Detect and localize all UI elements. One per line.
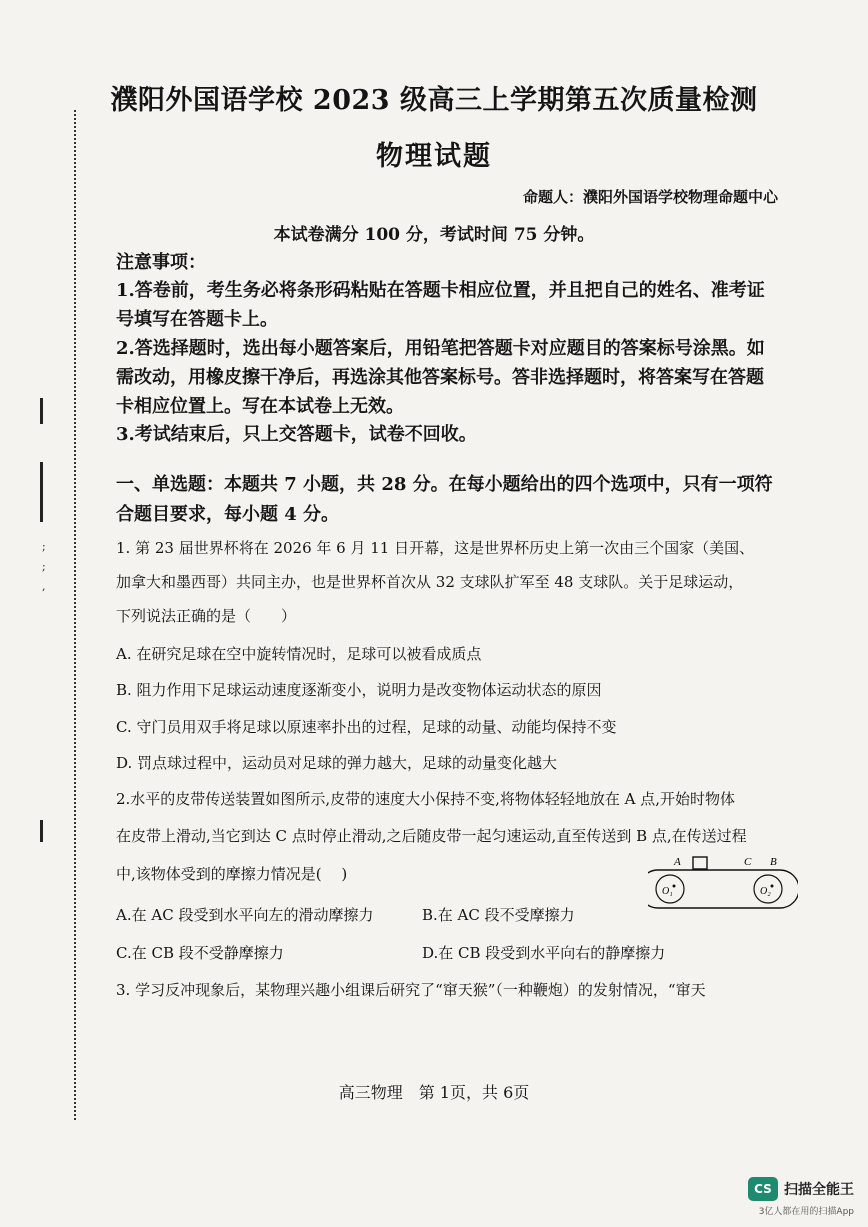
label-b: B — [770, 856, 777, 868]
pulley-o2-center — [771, 885, 774, 888]
note-item — [116, 420, 788, 449]
scanner-app-name: 扫描全能王 — [784, 1182, 854, 1198]
label-a: A — [674, 856, 681, 868]
notes-title: 注意事项： — [116, 252, 206, 273]
q1-stem-line: 加拿大和墨西哥）共同主办，也是世界杯首次从 32 支球队扩军至 48 支球队。关于足球运动， — [116, 573, 744, 591]
note-line: 3.考试结束后，只上交答题卡，试卷不回收。 — [116, 424, 477, 445]
label-o1: O₁ — [662, 886, 673, 897]
scanner-watermark — [748, 1177, 854, 1201]
label-o2: O₂ — [760, 886, 771, 897]
q2-option-d: D.在 CB 段受到水平向右的静摩擦力 — [422, 944, 666, 962]
label-c: C — [744, 856, 752, 868]
exam-author: 命题人：濮阳外国语学校物理命题中心 — [522, 188, 778, 206]
pulley-o1-center — [673, 885, 676, 888]
binding-glyph: , — [42, 580, 46, 593]
q1-option-a: A. 在研究足球在空中旋转情况时，足球可以被看成质点 — [116, 645, 482, 663]
binding-glyph: ; — [42, 560, 46, 573]
binding-mark — [40, 462, 43, 522]
score-info: 本试卷满分 100 分，考试时间 75 分钟。 — [273, 225, 595, 245]
q2-option-c: C.在 CB 段不受静摩擦力 — [116, 944, 284, 962]
note-line: 需改动，用橡皮擦干净后，再选涂其他答案标号。答非选择题时，将答案写在答题 — [116, 367, 764, 388]
note-item — [116, 334, 788, 421]
note-line: 1.答卷前，考生务必将条形码粘贴在答题卡相应位置，并且把自己的姓名、准考证 — [116, 280, 765, 301]
note-line: 卡相应位置上。写在本试卷上无效。 — [116, 396, 404, 417]
note-line: 2.答选择题时，选出每小题答案后，用铅笔把答题卡对应题目的答案标号涂黑。如 — [116, 338, 765, 359]
page-footer: 高三物理 第 1页，共 6页 — [338, 1083, 530, 1102]
binding-glyph: ; — [42, 540, 46, 553]
q1-stem-line: 下列说法正确的是（ ） — [116, 607, 297, 625]
q1-stem-line: 1. 第 23 届世界杯将在 2026 年 6 月 11 日开幕，这是世界杯历史上第一次由三个国家（美国、 — [116, 539, 755, 557]
q2-option-a: A.在 AC 段受到水平向左的滑动摩擦力 — [116, 906, 374, 924]
belt-right-curve — [780, 870, 798, 908]
cs-logo-icon: CS — [748, 1177, 778, 1201]
binding-dotted-line — [74, 110, 76, 1120]
q2-stem-line: 中,该物体受到的摩擦力情况是( ) — [116, 865, 348, 883]
exam-subtitle: 物理试题 — [376, 141, 492, 172]
q2-stem-line: 在皮带上滑动,当它到达 C 点时停止滑动,之后随皮带一起匀速运动,直至传送到 B 点,在传送过程 — [116, 827, 747, 845]
exam-title: 濮阳外国语学校 2023 级高三上学期第五次质量检测 — [110, 85, 758, 116]
section-heading — [116, 470, 788, 530]
belt-object-box — [693, 857, 707, 869]
q1-option-d: D. 罚点球过程中，运动员对足球的弹力越大，足球的动量变化越大 — [116, 754, 558, 772]
q3-stem-line: 3. 学习反冲现象后，某物理兴趣小组课后研究了“窜天猴”（一种鞭炮）的发射情况，“窜天 — [116, 981, 706, 999]
q1-option-c: C. 守门员用双手将足球以原速率扑出的过程，足球的动量、动能均保持不变 — [116, 718, 617, 736]
section-line: 一、单选题：本题共 7 小题，共 28 分。在每小题给出的四个选项中，只有一项符 — [116, 474, 773, 495]
note-line: 号填写在答题卡上。 — [116, 309, 278, 330]
q1-option-b: B. 阻力作用下足球运动速度逐渐变小，说明力是改变物体运动状态的原因 — [116, 681, 602, 699]
conveyor-belt-diagram — [648, 852, 798, 918]
note-item — [116, 276, 788, 334]
binding-mark — [40, 398, 43, 424]
scanner-tagline: 3亿人都在用的扫描App — [758, 1207, 854, 1217]
section-line: 合题目要求，每小题 4 分。 — [116, 504, 340, 525]
q2-stem-line: 2.水平的皮带传送装置如图所示,皮带的速度大小保持不变,将物体轻轻地放在 A 点,开始时物体 — [116, 790, 735, 808]
q2-option-b: B.在 AC 段不受摩擦力 — [422, 906, 575, 924]
binding-mark — [40, 820, 43, 842]
